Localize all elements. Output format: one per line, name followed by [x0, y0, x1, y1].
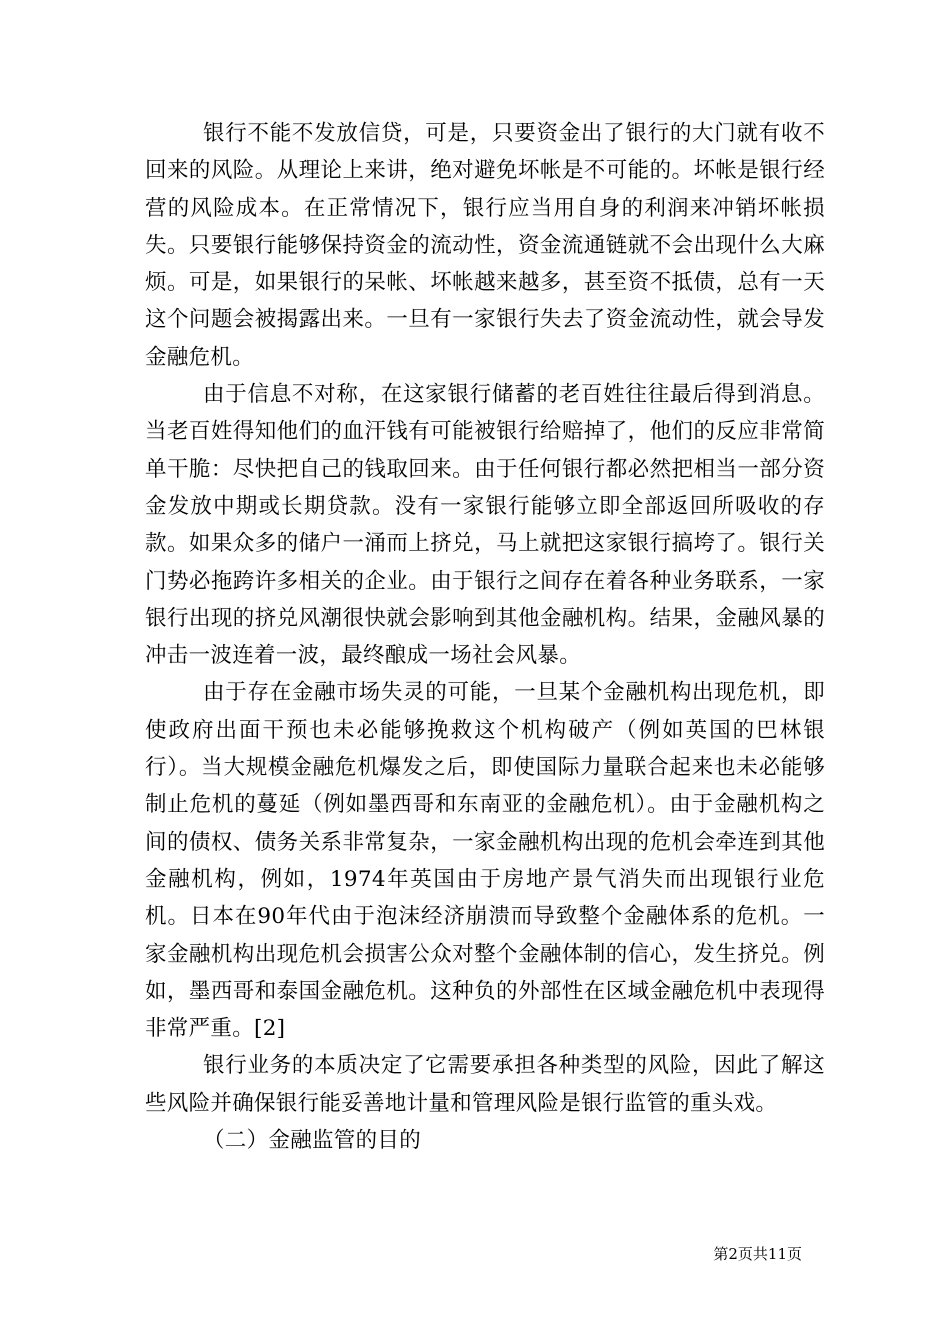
paragraph-bank-run: 由于信息不对称，在这家银行储蓄的老百姓往往最后得到消息。当老百姓得知他们的血汗钱有可能被银行给赔掉了，他们的反应非常简单干脆：尽快把自己的钱取回来。由于任何银行都必然把相当一部分资金发放中期或长期贷款。没有一家银行能够立即全部返回所吸收的存款。如果众多的储户一涌而上挤兑，马上就把这家银行搞垮了。银行关门势必拖跨许多相关的企业。由于银行之间存在着各种业务联系，一家银行出现的挤兑风潮很快就会影响到其他金融机构。结果，金融风暴的冲击一波连着一波，最终酿成一场社会风暴。 [145, 382, 825, 669]
paragraph-market-failure: 由于存在金融市场失灵的可能，一旦某个金融机构出现危机，即使政府出面干预也未必能够挽救这个机构破产（例如英国的巴林银行）。当大规模金融危机爆发之后，即使国际力量联合起来也未必能够制止危机的蔓延（例如墨西哥和东南亚的金融危机）。由于金融机构之间的债权、债务关系非常复杂，一家金融机构出现的危机会牵连到其他金融机构，例如，1974年英国由于房地产景气消失而出现银行业危机。日本在90年代由于泡沫经济崩溃而导致整个金融体系的危机。一家金融机构出现危机会损害公众对整个金融体制的信心，发生挤兑。例如，墨西哥和泰国金融危机。这种负的外部性在区域金融危机中表现得非常严重。[2] [145, 680, 825, 1042]
paragraph-risk-supervision: 银行业务的本质决定了它需要承担各种类型的风险，因此了解这些风险并确保银行能妥善地计量和管理风险是银行监管的重头戏。 [145, 1053, 825, 1116]
section-heading: （二）金融监管的目的 [203, 1128, 422, 1154]
page-number: 第2页共11页 [713, 1245, 802, 1263]
document-body [145, 115, 825, 1159]
paragraph-bad-debt-risk: 银行不能不发放信贷，可是，只要资金出了银行的大门就有收不回来的风险。从理论上来讲，绝对避免坏帐是不可能的。坏帐是银行经营的风险成本。在正常情况下，银行应当用自身的利润来冲销坏帐损失。只要银行能够保持资金的流动性，资金流通链就不会出现什么大麻烦。可是，如果银行的呆帐、坏帐越来越多，甚至资不抵债，总有一天这个问题会被揭露出来。一旦有一家银行失去了资金流动性，就会导发金融危机。 [145, 121, 825, 370]
